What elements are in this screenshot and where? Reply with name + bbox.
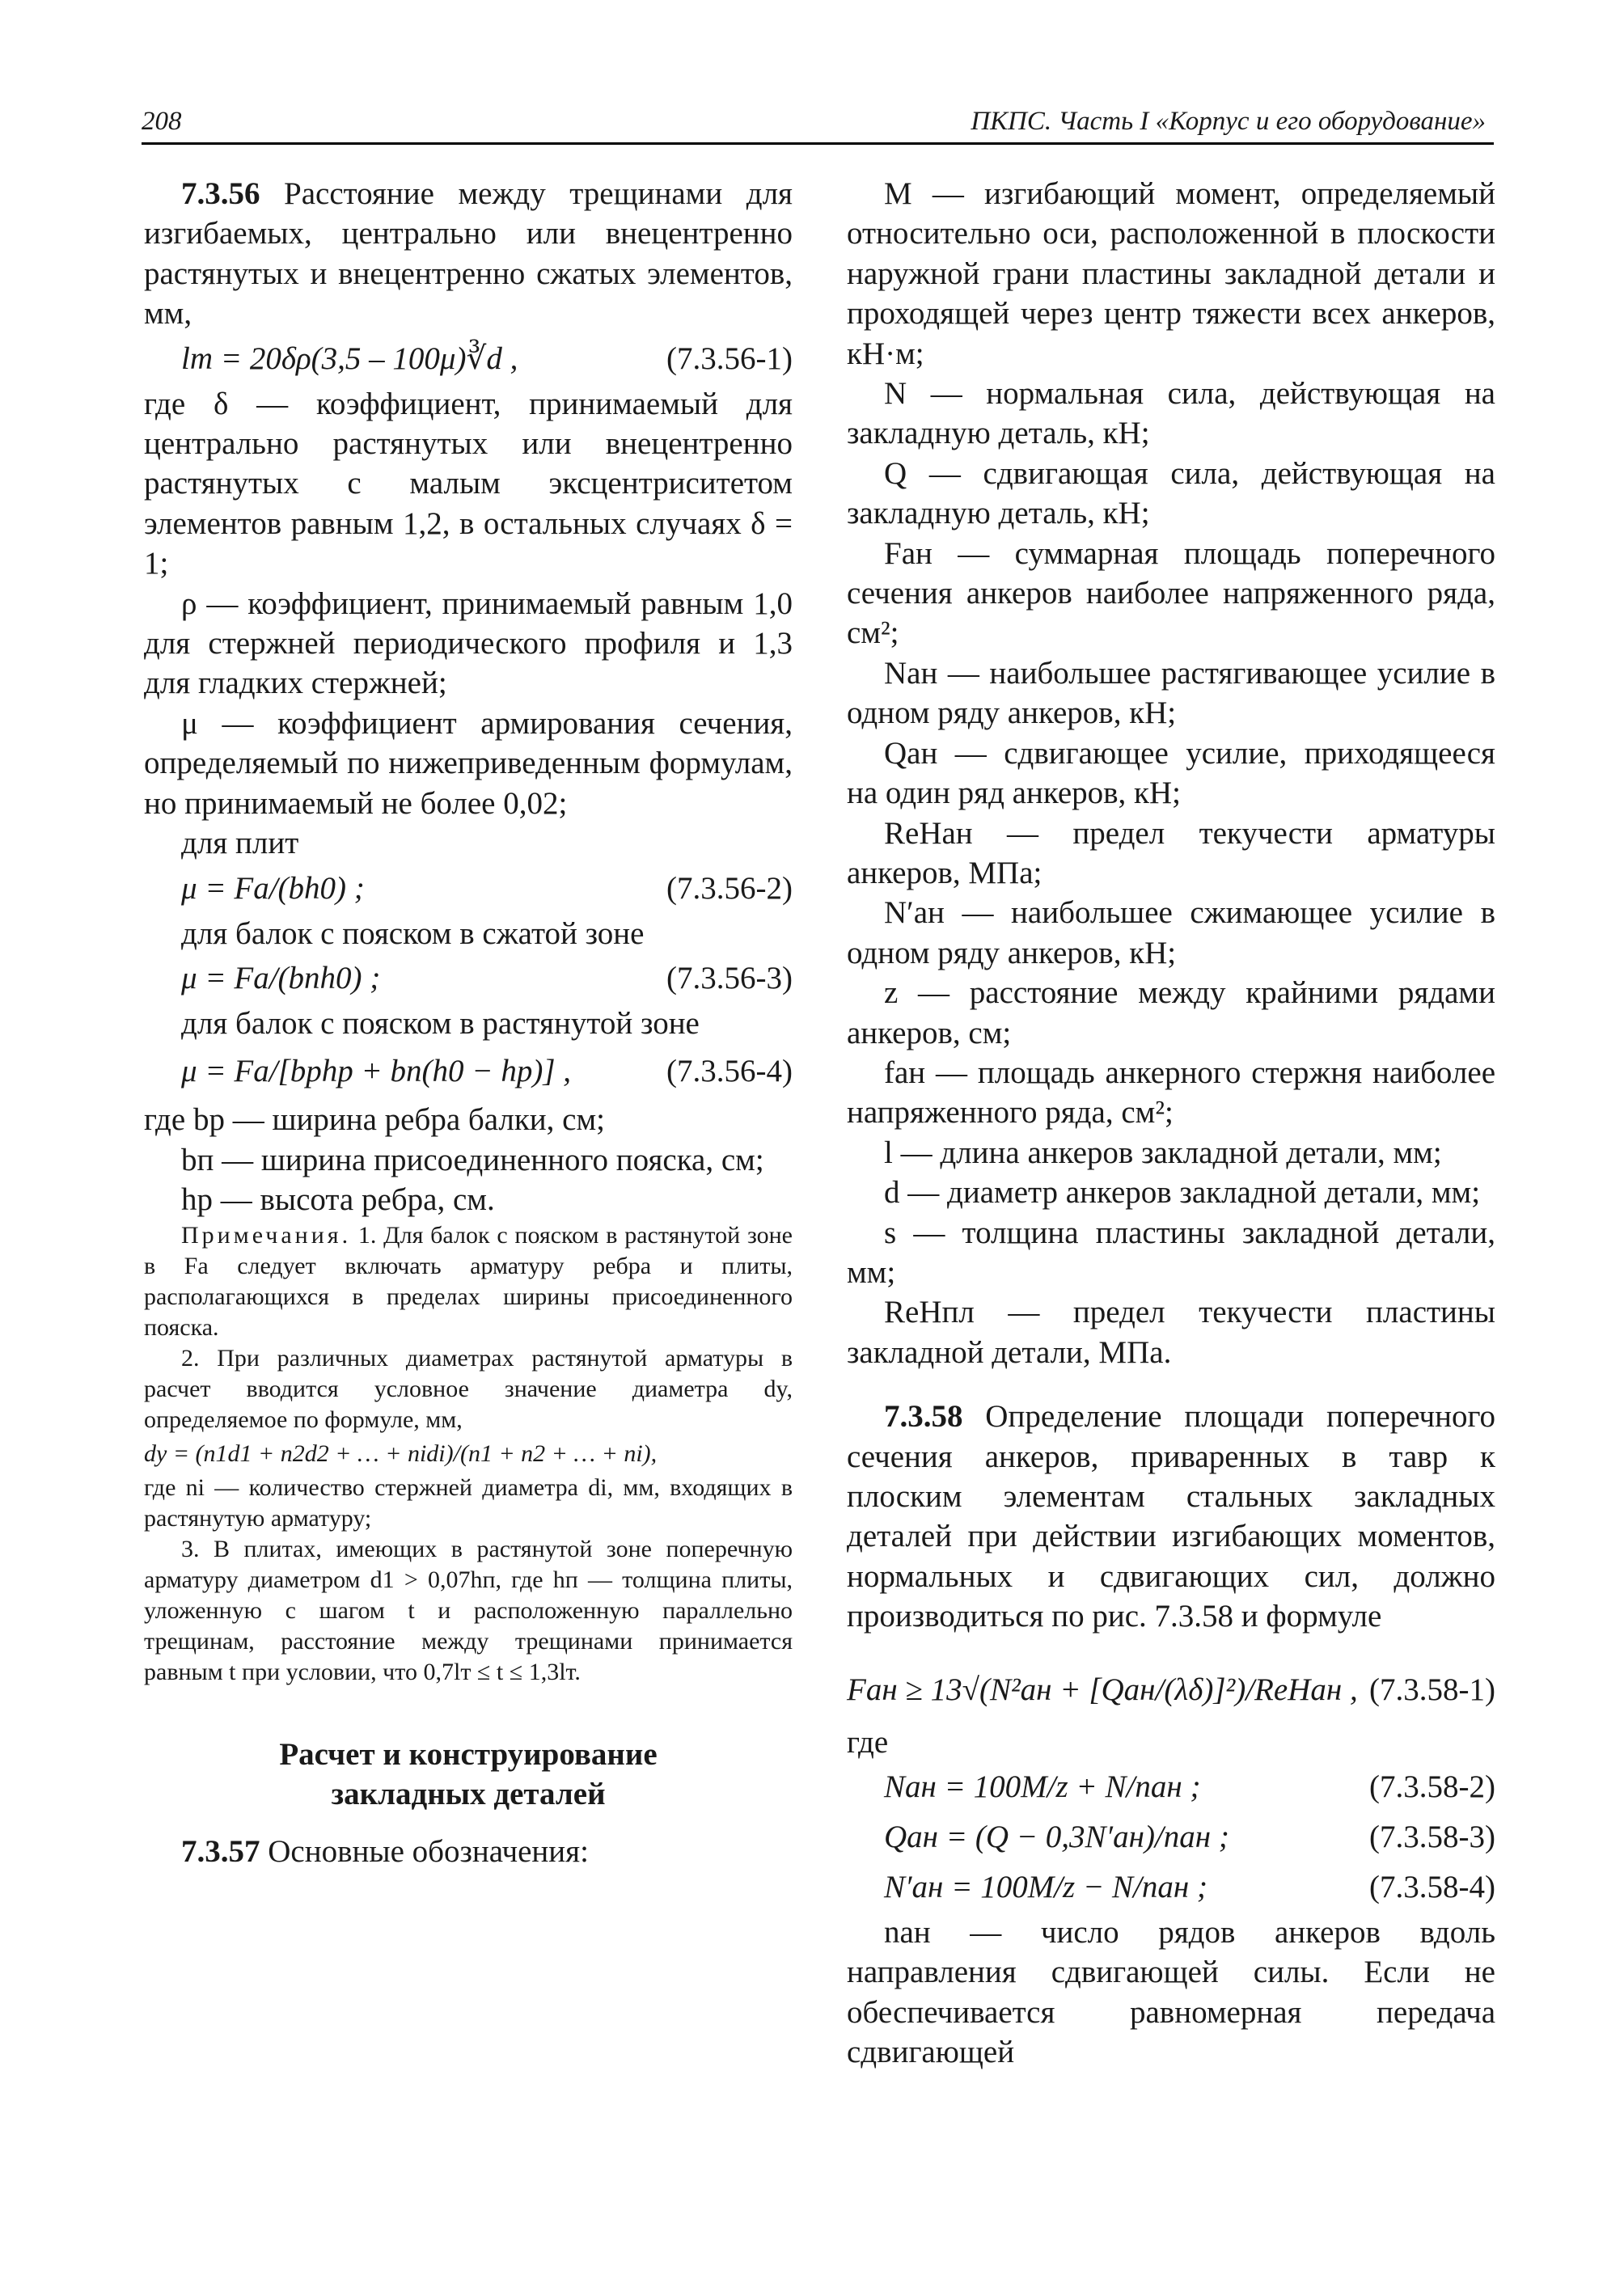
- section-heading-line-2: закладных деталей: [331, 1776, 606, 1811]
- case-beams-compressed: для балок с пояском в сжатой зоне: [181, 915, 645, 951]
- paragraph-text: Определение площади поперечного сечения анкеров, приваренных в тавр к плоским элементам стальных закладных деталей при действии изгибающих моментов, нормальных и сдвигающих сил, должно производиться по рис. 7.3.58 и формуле: [847, 1399, 1495, 1634]
- formula-7-3-56-1: [144, 334, 793, 384]
- page-header: [142, 104, 1494, 145]
- formula-number: (7.3.58-1): [1369, 1672, 1495, 1707]
- notes-heading: Примечания.: [181, 1221, 352, 1249]
- formula-number: (7.3.56-3): [666, 960, 793, 995]
- left-column: [144, 174, 793, 1872]
- notes-block: [144, 1220, 793, 1688]
- definition-Q-an: Qан — сдвигающее усилие, приходящееся на один ряд анкеров, кН;: [847, 735, 1495, 811]
- formula-number: (7.3.58-2): [1369, 1769, 1495, 1805]
- formula-body: μ = Fa/[bрhр + bп(h0 − hр)] ,: [181, 1054, 572, 1089]
- definition-N-prime-an: N′ан — наибольшее сжимающее усилие в одном ряду анкеров, кН;: [847, 895, 1495, 970]
- definition-d: d — диаметр анкеров закладной детали, мм;: [884, 1175, 1481, 1211]
- case-beams-tension: для балок с пояском в растянутой зоне: [181, 1005, 700, 1041]
- formula-number: (7.3.56-2): [666, 870, 793, 906]
- clause-number: 7.3.57: [181, 1834, 260, 1870]
- note-2-formula: dy = (n1d1 + n2d2 + … + nidi)/(n1 + n2 + … + ni),: [144, 1439, 658, 1467]
- paragraph-7-3-57: [144, 1832, 793, 1871]
- definition-N-an: Nан — наибольшее растягивающее усилие в одном ряду анкеров, кН;: [847, 655, 1495, 731]
- formula-body: μ = Fa/(bh0) ;: [181, 870, 365, 906]
- definition-delta: где δ — коэффициент, принимаемый для центрально растянутых или внецентренно растянутых с малым эксцентриситетом элементов равным 1,2, в остальных случаях δ = 1;: [144, 386, 793, 581]
- paragraph-7-3-58: [847, 1397, 1495, 1636]
- paragraph-text: Основные обозначения:: [260, 1834, 589, 1870]
- formula-7-3-58-4: [847, 1862, 1495, 1913]
- case-slabs: для плит: [181, 826, 299, 861]
- note-2: 2. При различных диаметрах растянутой арматуры в расчет вводится условное значение диаметра dy, определяемое по формуле, мм,: [144, 1344, 793, 1433]
- definition-N: N — нормальная сила, действующая на закладную деталь, кН;: [847, 376, 1495, 451]
- formula-7-3-56-3: [144, 953, 793, 1004]
- formula-body: Qан = (Q − 0,3N′ан)/nан ;: [884, 1820, 1229, 1855]
- formula-number: (7.3.58-3): [1369, 1820, 1495, 1855]
- note-1-text: 1. Для балок с пояском в растянутой зоне в Fа следует включать арматуру ребра и плиты, располагающихся в пределах ширины присоединенного пояска.: [144, 1221, 793, 1341]
- formula-7-3-58-2: [847, 1762, 1495, 1812]
- formula-number: (7.3.56-4): [666, 1054, 793, 1089]
- definition-R-eH-an: RеНан — предел текучести арматуры анкеров, МПа;: [847, 815, 1495, 890]
- paragraph-7-3-56: [144, 174, 793, 334]
- definition-rho: ρ — коэффициент, принимаемый равным 1,0 для стержней периодического профиля и 1,3 для гладких стержней;: [144, 585, 793, 701]
- formula-7-3-56-2: [144, 864, 793, 914]
- formula-number: (7.3.58-4): [1369, 1870, 1495, 1905]
- definition-b-r: где bр — ширина ребра балки, см;: [144, 1102, 605, 1138]
- definition-b-p: bп — ширина присоединенного пояска, см;: [181, 1142, 764, 1177]
- definition-mu: μ — коэффициент армирования сечения, определяемый по нижеприведенным формулам, но принимаемый не более 0,02;: [144, 705, 793, 821]
- formula-body: Nан = 100M/z + N/nан ;: [884, 1769, 1201, 1805]
- clause-number: 7.3.58: [884, 1399, 963, 1435]
- note-1: [144, 1220, 793, 1343]
- clause-number: 7.3.56: [181, 176, 260, 211]
- section-heading-line-1: Расчет и конструирование: [279, 1736, 658, 1772]
- formula-7-3-58-1: [847, 1658, 1495, 1722]
- running-title: ПКПС. Часть I «Корпус и его оборудование»: [971, 107, 1486, 136]
- definition-Q: Q — сдвигающая сила, действующая на закладную деталь, кН;: [847, 455, 1495, 531]
- definition-s: s — толщина пластины закладной детали, мм;: [847, 1215, 1495, 1290]
- formula-body: μ = Fa/(bпh0) ;: [181, 960, 381, 995]
- formula-7-3-56-4: [144, 1043, 793, 1100]
- formula-body: N′ан = 100M/z − N/nан ;: [884, 1870, 1207, 1905]
- page-number: 208: [142, 107, 182, 136]
- definition-M: M — изгибающий момент, определяемый относительно оси, расположенной в плоскости наружной грани пластины закладной детали и проходящей через центр тяжести всех анкеров, кН·м;: [847, 176, 1495, 371]
- formula-body: Fан ≥ 13√(N²ан + [Qан/(λδ)]²)/RеНан ,: [847, 1672, 1358, 1707]
- definition-n-an: nан — число рядов анкеров вдоль направления сдвигающей силы. Если не обеспечивается равномерная передача сдвигающей: [847, 1915, 1495, 2070]
- definition-l: l — длина анкеров закладной детали, мм;: [884, 1135, 1442, 1170]
- definition-f-an: fан — площадь анкерного стержня наиболее напряженного ряда, см²;: [847, 1055, 1495, 1131]
- note-3: 3. В плитах, имеющих в растянутой зоне поперечную арматуру диаметром d1 > 0,07hп, где hп — толщина плиты, уложенную с шагом t и расположенную параллельно трещинам, расстояние между трещинами принимается равным t при условии, что 0,7lт ≤ t ≤ 1,3lт.: [144, 1535, 793, 1685]
- definition-R-eH-pl: RеНпл — предел текучести пластины закладной детали, МПа.: [847, 1295, 1495, 1370]
- where-label: где: [847, 1724, 889, 1760]
- paragraph-text: Расстояние между трещинами для изгибаемых, центрально или внецентренно растянутых и внецентренно сжатых элементов, мм,: [144, 176, 793, 332]
- definition-h-r: hр — высота ребра, см.: [181, 1182, 495, 1218]
- formula-body: lт = 20δρ(3,5 – 100μ)∛d ,: [181, 340, 518, 376]
- formula-number: (7.3.56-1): [666, 340, 793, 376]
- definition-z: z — расстояние между крайними рядами анкеров, см;: [847, 975, 1495, 1050]
- right-column: [847, 174, 1495, 2073]
- definition-F-an: Fан — суммарная площадь поперечного сечения анкеров наиболее напряженного ряда, см²;: [847, 535, 1495, 651]
- formula-7-3-58-3: [847, 1812, 1495, 1862]
- note-2-where: где ni — количество стержней диаметра di, мм, входящих в растянутую арматуру;: [144, 1473, 793, 1532]
